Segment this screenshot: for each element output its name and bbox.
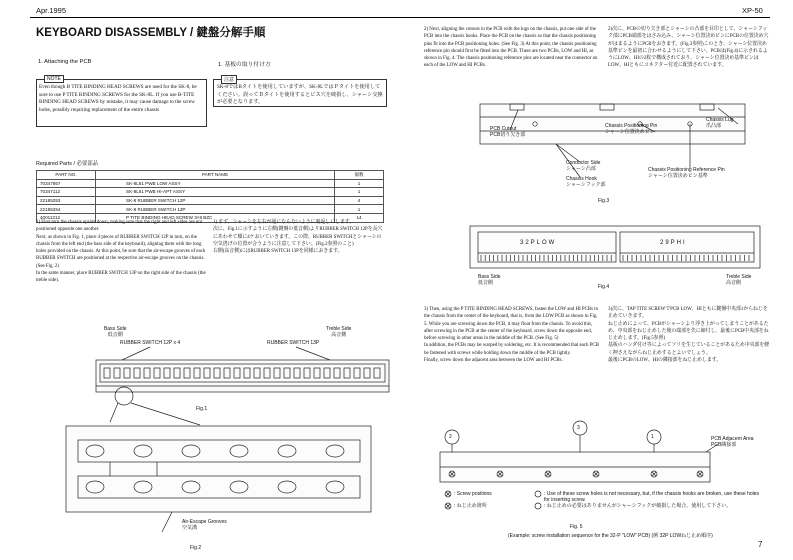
fig5-num-2: 2 — [449, 434, 452, 440]
fig1-caption: Fig.1 — [196, 406, 208, 412]
part-no: 40011312 — [37, 213, 96, 222]
fig5-example: (Example: screw installation sequence for the 32-P "LOW" PCB) (例 32P LOWねじ止め順序) — [508, 533, 713, 539]
fig3-conductor-label: Conductor Side シャーシ凸部 — [566, 160, 601, 172]
section1-title-jp: 1. 基板の取り付け方 — [218, 62, 271, 68]
fig3-cutout-label: PCB Cutout PCB切り欠き部 — [490, 126, 526, 138]
part-qty: 14 — [335, 213, 384, 222]
fig1-bass-label: Bass Side 低音側 — [104, 326, 127, 338]
fig3-hook-label: Chassis Hook シャーシフック部 — [566, 176, 606, 188]
fig1-sw13-label: RUBBER SWITCH 13P — [267, 340, 320, 346]
step2-text-en: 2) Next, aligning the cutouts in the PCB with the lugs on the chassis, put one side of the PCB into the chassis hooks. Place the PCB on the chassis so that the chassis positioning pins fit into the PCB positioning holes. (See Fig. 3) At this point, the chassis positioning reference pin should first be fitted into the PCB. There are two PCBs, LOW and HI, as shown in Fig. 4. The chassis positioning reference pins are located near the connector on each of the LOW and HI PCBs. — [424, 27, 598, 69]
part-qty: 1 — [335, 188, 384, 197]
part-no: 70347112 — [37, 188, 96, 197]
fig4-treble-label: Treble Side 高音側 — [726, 274, 752, 286]
fig5-num-3: 3 — [577, 425, 580, 431]
parts-header-qty: 個数 — [335, 171, 384, 180]
fig5-legend1-jp: : ねじ止め箇所 — [454, 503, 487, 509]
fig4-low-label: 32PLOW — [520, 240, 557, 246]
part-name: SK-8L61 PWB HI-APT ASSY — [96, 188, 335, 197]
fig3-caption: Fig.3 — [598, 198, 610, 204]
step3-text-en: 3) Then, using the P TITE BINDING HEAD SCREWS, fasten the LOW and HI PCBs to the chassis from the center of the keyboard, that is, from the LOW PCB as shown in Fig. 5. While you are screwing down the PCB, it may float from the chassis. To avoid this, after screwing in the PCB at the center of the keyboard, screw down the opposite end, before screwing in other areas in the middle of the PCB. (See Fig. 5) In addition, the PCBs may be warped by soldering, etc. It is recommended that each PCB be fastened with screws while holding down the middle of the PCB lightly. Finally, screw down the adjacent area between the LOW and HI PCBs. — [424, 307, 599, 364]
part-no: 22185254 — [37, 205, 96, 214]
step2-text-jp: 2)次に、PCBの切り欠き部とシャーシの凸部を目印として、シャーシフック部にPCB端部をはさみ込み、シャーシ位置決めピンにPCBの位置決め穴がはまるようにPCBをおきます。(Fig.3参照)このとき、シャーシ位置決め基準ピンを最初に合わせるようにして下さい。PCBは(Fig.4)に示されるようにLOW、HIの2枚で構成されており、シャーシ位置決め基準ピンはLOW、HIともにコネクター付近に配置されています。 — [608, 27, 769, 69]
header-model: XP-50 — [742, 6, 763, 15]
part-qty: 4 — [335, 196, 384, 205]
fig3-lug-label: Chassis Lug 爪凸部 — [706, 117, 734, 129]
fig2-caption: Fig.2 — [190, 545, 202, 551]
part-qty: 1 — [335, 205, 384, 214]
fig4-hi-label: 29PHI — [660, 240, 687, 246]
fig5-adj-label: PCB Adjacent Area PCB隣接部 — [711, 436, 754, 448]
fig5-legend1-en: : Screw positions — [454, 491, 492, 497]
section1-title-en: 1. Attaching the PCB — [38, 59, 92, 65]
header-date: Apr.1995 — [36, 6, 67, 15]
caution-label: 注意 — [221, 75, 237, 84]
note-text: Even though B TITE BINDING HEAD SCREWS are used for the SK-8, be sure to use P TITE BINDING SCREWS for the SK-8L. If you use B-TITE BINDING HEAD SCREWS by mistake, it may cause damage to the screw holes, possibly requiring replacement of the entire chassis — [39, 84, 197, 113]
parts-header-partno: PART NO. — [37, 171, 96, 180]
fig3-refpin-label: Chassis Positioning Reference Pin シャーシ位置決めピン基準 — [648, 167, 725, 179]
page-title: KEYBOARD DISASSEMBLY / 鍵盤分解手順 — [36, 27, 266, 39]
fig2-air-label: Air-Escape Grooves 空気溝 — [182, 519, 227, 531]
step3-text-jp: 3)次に、TAP TITE SCREWでPCB LOW、HIともに鍵盤中央部1からねじを止めていきます。 ねじ止めによって、PCBがシャーシより浮き上がってしまうことがあるため、中央部をねじ止めした後の端部を先に締付し、最後にPCB中央部をねじ止めします。(Fig.5参照) 基板のハンダ付け等によってソリを生じていることがあるため中央部を軽く押さえながらねじ止めするとよいでしょう。 最後にPCBのLOW、HIの隣接部をねじ止めします。 — [608, 307, 770, 364]
fig1-sw12-label: RUBBER SWITCH 12P x 4 — [120, 340, 181, 346]
parts-title: Required Parts / 必要部品 — [36, 161, 99, 167]
part-no: 22185253 — [37, 196, 96, 205]
page-number: 7 — [758, 540, 763, 549]
fig4-caption: Fig.4 — [598, 284, 610, 290]
part-name: SK-8 RUBBER SWITCH 13P — [96, 205, 335, 214]
part-name: SK-8 RUBBER SWITCH 12P — [96, 196, 335, 205]
part-no: 70347867 — [37, 179, 96, 188]
step1-text-en: 1) First turn the chassis upside down, making sure that the right and left sides are not positioned opposite one another. Next, as shown in Fig. 1, place 4 pieces of RUBBER SWITCH 12P in turn, on the chassis from the left end (the bass side of the keyboard), aligning them with the long holes provided on the chassis. At this point, be sure that the air-escape grooves of each RUBBER SWITCH are positioned at the respective air-escape grooves on the chassis. (See Fig. 2) In the same manner, place RUBBER SWITCH 13P on the right side of the chassis (the treble side). — [36, 220, 206, 284]
fig5-legend2-en: : Use of these screw holes is not necessary, but, if the chassis hooks are broken, use these holes for inserting screw. — [544, 491, 760, 503]
caution-text: SK-8ではBタイトを使用していますが、SK-8LではＰタイトを使用してください。誤ってＢタイトを使用するとビス穴を破損し、シャーシ交換が必要となります。 — [217, 84, 383, 106]
fig5-legend2-jp: : ねじ止めの必要はありませんがシャーシフックが破損した場合、使用して下さい。 — [544, 503, 732, 509]
step1-text-jp: 1) まず、シャーシを左右が逆にならないように裏返しにします。 次に、Fig.1に示すように左側(鍵盤の低音側)よりRUBBER SWITCH 12Pを長穴にあわせて順に4ケおいていきます。この際、RUBBER SWITCHとシャーシの空気逃げの位置が合うように注意して下さい。(Fig.2参照のこと) 右側(高音側)にはRUBBER SWITCH 13Pを同様におきます。 — [213, 220, 383, 255]
part-name: SK-8L61 PWB LOW ASSY — [96, 179, 335, 188]
fig5-num-1: 1 — [651, 434, 654, 440]
fig1-treble-label: Treble Side 高音側 — [326, 326, 352, 338]
fig5-caption: Fig. 5 — [570, 524, 583, 530]
parts-header-name: PART NAME — [96, 171, 335, 180]
part-qty: 1 — [335, 179, 384, 188]
fig4-bass-label: Bass Side 低音側 — [478, 274, 501, 286]
fig3-pin-label: Chassis Positioning Pin シャーシ位置決めピン — [605, 123, 658, 135]
note-label: NOTE — [44, 75, 64, 83]
part-name: P TITE BINDING HEAD SCREW 3×8 BZC — [96, 213, 335, 222]
